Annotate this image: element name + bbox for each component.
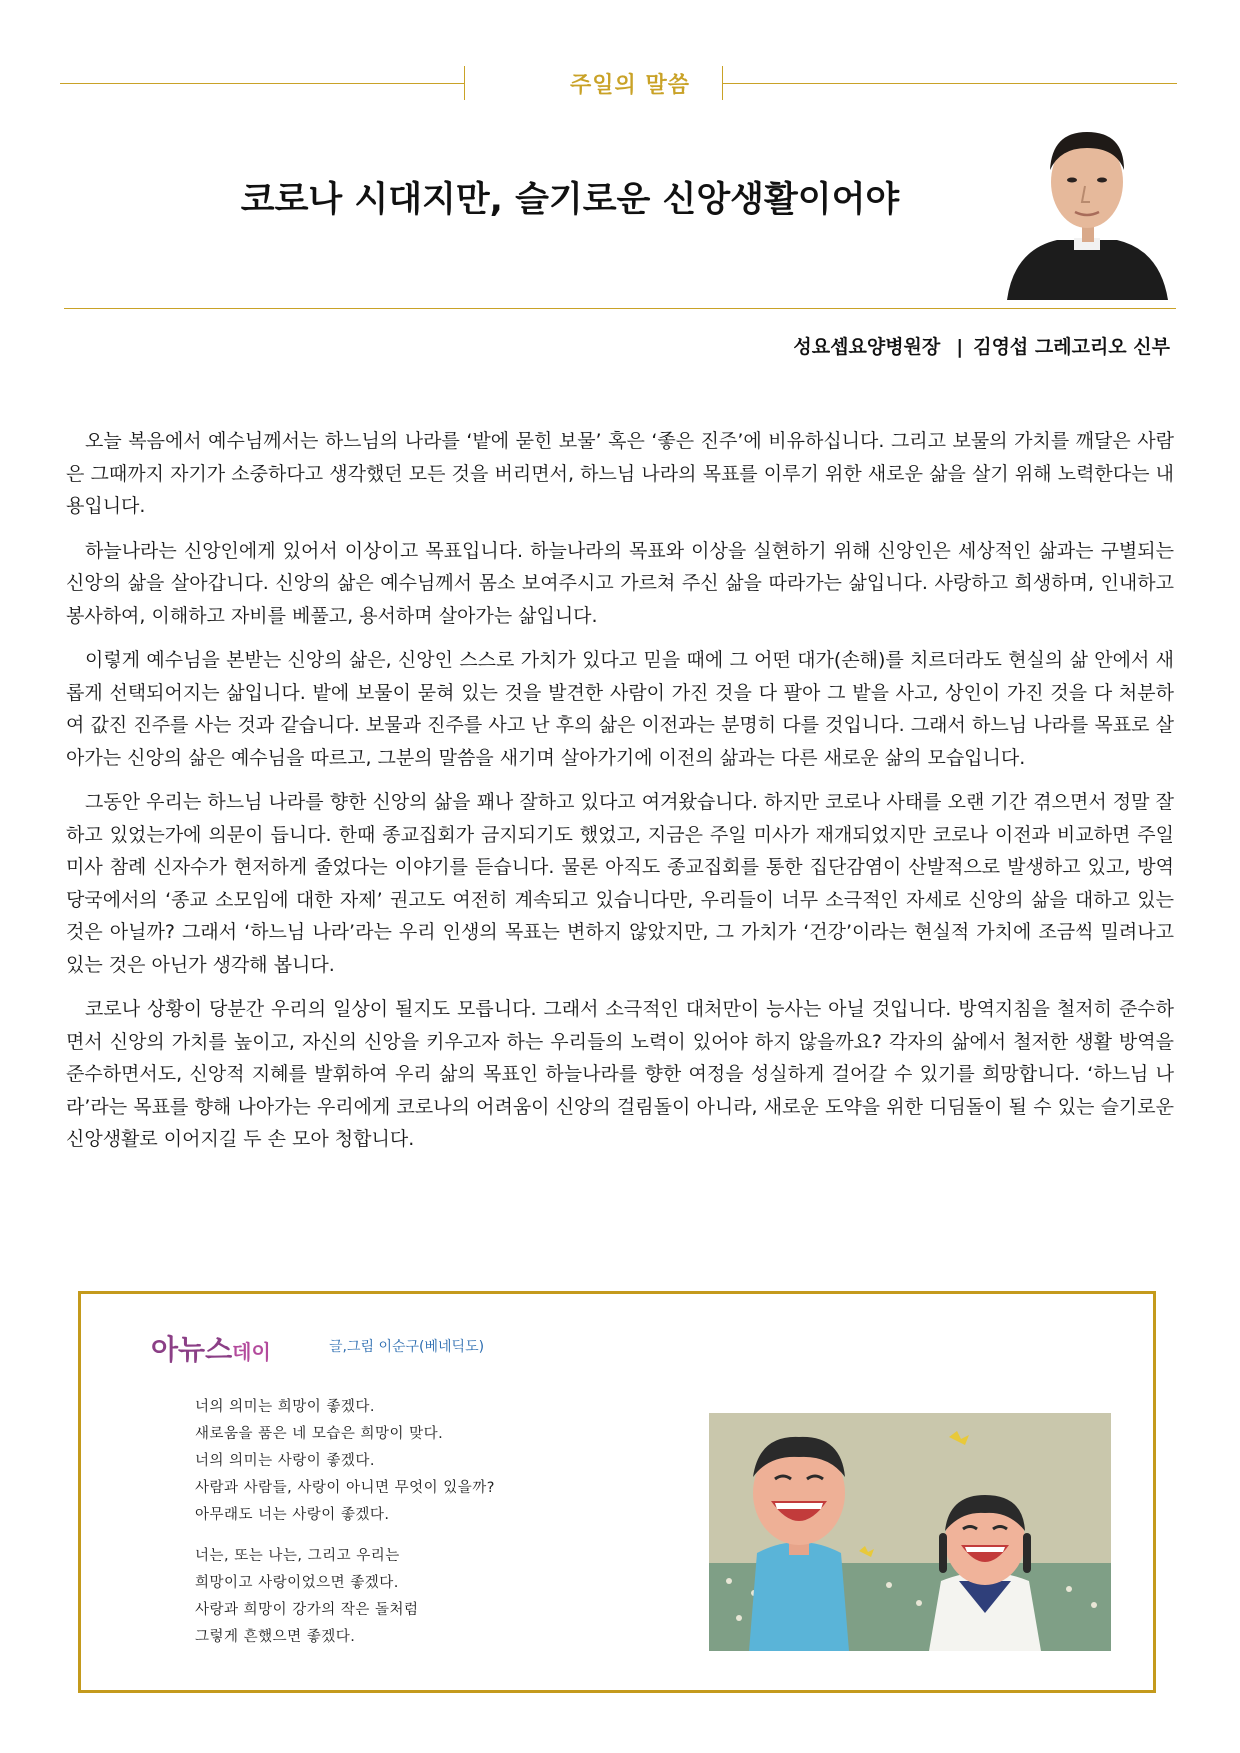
paragraph: 이렇게 예수님을 본받는 신앙의 삶은, 신앙인 스스로 가치가 있다고 믿을 때에 그 어떤 대가(손해)를 치르더라도 현실의 삶 안에서 새롭게 선택되어지는 삶입니다. 밭에 보물이 묻혀 있는 것을 발견한 사람이 가진 것을 다 팔아 그 밭을 사고, 상인이 가진 것을 다 처분하여 값진 진주를 사는 것과 같습니다. 보물과 진주를 사고 난 후의 삶은 이전과는 분명히 다를 것입니다. 그래서 하느님 나라를 목표로 살아가는 신앙의 삶은 예수님을 따르고, 그분의 말씀을 새기며 살아가기에 이전의 삶과는 다른 새로운 삶의 모습입니다.: [66, 649, 1174, 769]
poem-stanza-2: [195, 1543, 665, 1651]
author-portrait: [1002, 110, 1172, 300]
poem-line: 아무래도 너는 사랑이 좋겠다.: [195, 1507, 390, 1523]
paragraph: 오늘 복음에서 예수님께서는 하느님의 나라를 ‘밭에 묻힌 보물’ 혹은 ‘좋은 진주’에 비유하십니다. 그리고 보물의 가치를 깨달은 사람은 그때까지 자기가 소중하다고 생각했던 모든 것을 버리면서, 하느님 나라의 목표를 이루기 위한 새로운 삶을 살기 위해 노력한다는 내용입니다.: [66, 430, 1174, 517]
box-title-small: 데이: [232, 1340, 271, 1364]
poem-stanza-1: [195, 1394, 665, 1529]
header-rule-right: [722, 83, 1177, 84]
poem-line: 새로움을 품은 네 모습은 희망이 맞다.: [195, 1426, 444, 1442]
paragraph: 하늘나라는 신앙인에게 있어서 이상이고 목표입니다. 하늘나라의 목표와 이상을 실현하기 위해 신앙인은 세상적인 삶과는 구별되는 신앙의 삶을 살아갑니다. 신앙의 삶은 예수님께서 몸소 보여주시고 가르쳐 주신 삶을 따라가는 삶입니다. 사랑하고 희생하며, 인내하고 봉사하여, 이해하고 자비를 베풀고, 용서하며 살아가는 삶입니다.: [66, 539, 1174, 627]
poem-line: 너의 의미는 사랑이 좋겠다.: [195, 1453, 376, 1469]
header-rule-left: [60, 83, 464, 84]
author-line: [793, 332, 1170, 359]
paragraph: 그동안 우리는 하느님 나라를 향한 신앙의 삶을 꽤나 잘하고 있다고 여겨왔습니다. 하지만 코로나 사태를 오랜 기간 겪으면서 정말 잘하고 있었는가에 의문이 듭니다. 한때 종교집회가 금지되기도 했었고, 지금은 주일 미사가 재개되었지만 코로나 이전과 비교하면 주일 미사 참례 신자수가 현저하게 줄었다는 이야기를 듣습니다. 물론 아직도 종교집회를 통한 집단감염이 산발적으로 발생하고 있고, 방역당국에서의 ‘종교 소모임에 대한 자제’ 권고도 여전히 계속되고 있습니다만, 우리들이 너무 소극적인 자세로 신앙의 삶을 대하고 있는 것은 아닐까? 그래서 ‘하느님 나라’라는 우리 인생의 목표는 변하지 않았지만, 그 가치가 ‘건강’이라는 현실적 가치에 조금씩 밀려나고 있는 것은 아닌가 생각해 봅니다.: [66, 791, 1174, 976]
box-title: [151, 1328, 271, 1368]
poem-line: 그렇게 흔했으면 좋겠다.: [195, 1629, 356, 1645]
poem-line: 사랑과 희망이 강가의 작은 돌처럼: [195, 1602, 419, 1618]
children-illustration: [709, 1413, 1111, 1651]
title-divider: [64, 308, 1176, 309]
poem-line: 사람과 사람들, 사랑이 아니면 무엇이 있을까?: [195, 1480, 495, 1496]
author-name: 김영섭 그레고리오 신부: [973, 336, 1170, 358]
poem: [195, 1394, 665, 1665]
box-credit: 글,그림 이순구(베네딕도): [329, 1339, 485, 1355]
box-title-main: 아뉴스: [151, 1333, 233, 1366]
author-role: 성요셉요양병원장: [793, 336, 941, 358]
article-body: [66, 425, 1174, 1168]
section-label: 주일의 말씀: [570, 73, 690, 98]
article-title: 코로나 시대지만, 슬기로운 신앙생활이어야: [240, 180, 900, 220]
poem-line: 너의 의미는 희망이 좋겠다.: [195, 1399, 376, 1415]
agnus-dei-box: [78, 1291, 1156, 1693]
paragraph: 코로나 상황이 당분간 우리의 일상이 될지도 모릅니다. 그래서 소극적인 대처만이 능사는 아닐 것입니다. 방역지침을 철저히 준수하면서 신앙의 가치를 높이고, 자신의 신앙을 키우고자 하는 우리들의 노력이 있어야 하지 않을까요? 각자의 삶에서 철저한 생활 방역을 준수하면서도, 신앙적 지혜를 발휘하여 우리 삶의 목표인 하늘나라를 향한 여정을 성실하게 걸어갈 수 있기를 희망합니다. ‘하느님 나라’라는 목표를 향해 나아가는 우리에게 코로나의 어려움이 신앙의 걸림돌이 아니라, 새로운 도약을 위한 디딤돌이 될 수 있는 슬기로운 신앙생활로 이어지길 두 손 모아 청합니다.: [66, 998, 1174, 1150]
poem-line: 희망이고 사랑이었으면 좋겠다.: [195, 1575, 399, 1591]
poem-line: 너는, 또는 나는, 그리고 우리는: [195, 1548, 400, 1564]
header-tick-left: [464, 66, 465, 100]
author-separator: |: [956, 336, 964, 358]
